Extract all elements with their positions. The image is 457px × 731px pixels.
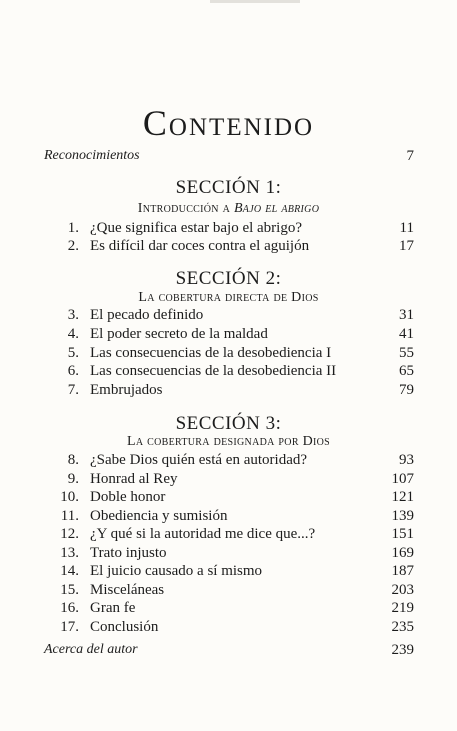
toc-entry[interactable] (0, 506, 457, 526)
chapter-title: Embrujados (90, 382, 163, 398)
chapter-title: El pecado definido (90, 307, 204, 323)
chapter-title: Doble honor (90, 489, 166, 505)
section-subtitle-emphasis: Bajo el abrigo (233, 201, 320, 216)
toc-page-number: 121 (391, 489, 414, 505)
toc-entry[interactable] (0, 469, 457, 489)
toc-page-number: 107 (391, 471, 414, 487)
toc-entry[interactable] (0, 450, 457, 470)
chapter-number: 9. (67, 471, 79, 487)
toc-page-number: 7 (406, 148, 414, 164)
chapter-title: Honrad al Rey (90, 471, 178, 487)
toc-entry[interactable] (0, 561, 457, 581)
chapter-title: Las consecuencias de la desobediencia II (90, 363, 337, 379)
toc-page-number: 219 (391, 600, 414, 616)
chapter-title: Conclusión (90, 619, 159, 635)
section-subtitle-3: La cobertura designada por Dios (126, 434, 331, 449)
chapter-title: ¿Sabe Dios quién está en autoridad? (90, 452, 308, 468)
toc-page-number: 139 (391, 508, 414, 524)
toc-page-number: 235 (391, 619, 414, 635)
toc-page-number: 93 (399, 452, 414, 468)
chapter-title: Trato injusto (90, 545, 167, 561)
chapter-number: 1. (67, 220, 79, 236)
chapter-number: 12. (60, 526, 79, 542)
toc-label: Reconocimientos (44, 148, 140, 163)
toc-entry[interactable] (0, 361, 457, 381)
toc-page-number: 41 (399, 326, 414, 342)
section-subtitle-text: Introducción a (137, 201, 234, 216)
toc-label: Acerca del autor (44, 642, 138, 657)
chapter-number: 6. (67, 363, 79, 379)
toc-entry[interactable] (0, 324, 457, 344)
chapter-number: 2. (67, 238, 79, 254)
toc-entry[interactable] (0, 343, 457, 363)
chapter-title: ¿Que significa estar bajo el abrigo? (90, 220, 302, 236)
chapter-number: 8. (67, 452, 79, 468)
chapter-title: El poder secreto de la maldad (90, 326, 268, 342)
chapter-number: 15. (60, 582, 79, 598)
chapter-title: Misceláneas (90, 582, 165, 598)
section-heading-2: SECCIÓN 2: (175, 268, 282, 289)
toc-page-number: 55 (399, 345, 414, 361)
section-heading-3: SECCIÓN 3: (175, 413, 282, 434)
chapter-title: Gran fe (90, 600, 136, 616)
toc-page-number: 187 (391, 563, 414, 579)
toc-entry[interactable] (0, 617, 457, 637)
section-heading-1: SECCIÓN 1: (175, 177, 282, 198)
chapter-title: Obediencia y sumisión (90, 508, 228, 524)
toc-entry[interactable] (0, 524, 457, 544)
section-subtitle-1 (0, 201, 457, 217)
toc-entry[interactable] (0, 487, 457, 507)
chapter-number: 16. (60, 600, 79, 616)
chapter-number: 3. (67, 307, 79, 323)
toc-page-number: 203 (391, 582, 414, 598)
toc-page-number: 31 (399, 307, 414, 323)
page-top-mark (210, 0, 300, 3)
chapter-number: 17. (60, 619, 79, 635)
toc-page-number: 79 (399, 382, 414, 398)
toc-entry-reconocimientos[interactable] (0, 146, 457, 166)
chapter-number: 5. (67, 345, 79, 361)
chapter-number: 4. (67, 326, 79, 342)
toc-page-number: 65 (399, 363, 414, 379)
chapter-number: 7. (67, 382, 79, 398)
chapter-number: 14. (60, 563, 79, 579)
toc-entry[interactable] (0, 218, 457, 238)
chapter-title: El juicio causado a sí mismo (90, 563, 263, 579)
section-subtitle-2: La cobertura directa de Dios (138, 290, 319, 305)
toc-entry[interactable] (0, 380, 457, 400)
toc-page-number: 11 (399, 220, 414, 236)
toc-entry[interactable] (0, 598, 457, 618)
chapter-title: Las consecuencias de la desobediencia I (90, 345, 332, 361)
chapter-number: 13. (60, 545, 79, 561)
toc-page-number: 169 (391, 545, 414, 561)
toc-entry[interactable] (0, 236, 457, 256)
toc-entry[interactable] (0, 305, 457, 325)
toc-entry[interactable] (0, 580, 457, 600)
chapter-title: ¿Y qué si la autoridad me dice que...? (90, 526, 316, 542)
chapter-title: Es difícil dar coces contra el aguijón (90, 238, 310, 254)
chapter-number: 11. (60, 508, 79, 524)
toc-page-number: 17 (399, 238, 414, 254)
toc-entry[interactable] (0, 543, 457, 563)
chapter-number: 10. (60, 489, 79, 505)
toc-page-number: 151 (391, 526, 414, 542)
page-title: Contenido (142, 103, 315, 144)
toc-entry-acerca-del-autor[interactable] (0, 640, 457, 660)
toc-page-number: 239 (391, 642, 414, 658)
